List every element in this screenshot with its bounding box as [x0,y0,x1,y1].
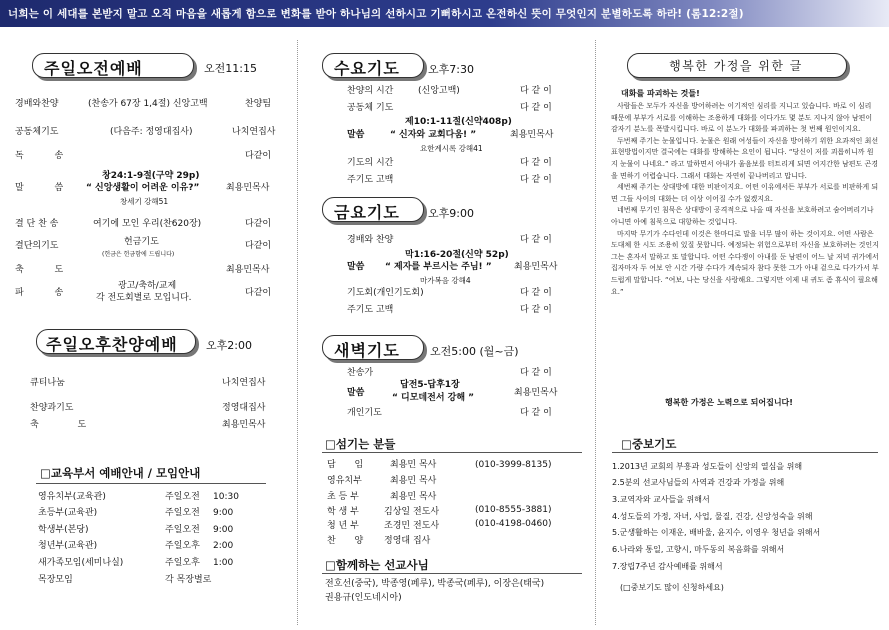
essay-paragraph: 사람들은 모두가 자신을 방어하려는 이기적인 심리를 지니고 있습니다. 바로 이 심리 때문에 부부가 서로를 이해하는 조용하게 대화를 이다가도 몇 분도 지나지 않아 남편이 감자기 분노를 폭발시킵니다. 바로 이 분노가 대화를 파괴하는 첫 번째 원인이지요. [611,102,873,134]
sermon-title: “ 디모데전서 강해 ” [392,393,475,403]
dept-hour: 2:00 [213,541,234,551]
servant-phone: (010-3999-8135) [475,460,552,470]
sermon-title: “ 신자와 교회다움! ” [390,130,477,140]
order-label: 큐티나눔 [30,378,65,388]
servant-name: 최용민 목사 [390,460,437,470]
order-content: (다음주: 정영대집사) [110,127,193,137]
dept-time: 주일오후 [165,558,200,568]
dept-name: 영유치부(교육관) [38,492,106,502]
order-label: 말씀 [347,262,365,272]
order-label: 축 도 [30,420,105,430]
prayer-item: 5.군생활하는 이재운, 배바울, 윤지수, 이영우 청년을 위해서 [612,528,821,537]
missionaries-line: 전호선(중국), 박종영(페루), 박종국(페루), 이장은(태국) [325,579,545,589]
order-label: 파 송 [15,288,78,298]
dept-name: 청년부(교육관) [38,541,98,551]
friday-title: 금요기도 [334,203,400,222]
order-leader: 최용민목사 [510,130,554,140]
sunday-morning-title: 주일오전예배 [44,59,143,78]
order-label: 경배와찬양 [15,99,59,109]
order-leader: 다같이 [245,219,272,229]
servant-role: 찬 양 [327,536,372,546]
sunday-morning-time: 오전11:15 [204,62,257,75]
order-label: 주기도 고백 [347,305,394,315]
servant-name: 정영대 집사 [384,536,431,546]
order-label: 말 씀 [15,183,78,193]
order-label: 축 도 [15,265,78,275]
sermon-series: 마가복음 강해4 [420,276,471,285]
order-leader: 최용민목사 [222,420,266,430]
servant-name: 최용민 목사 [390,492,437,502]
prayer-item: 3.교역자와 교사들을 위해서 [612,495,710,504]
dept-hour: 10:30 [213,492,239,502]
sunday-afternoon-time: 오후2:00 [206,339,252,352]
servant-role: 학 생 부 [327,507,359,517]
missionaries-underline [322,573,582,574]
family-essay [611,101,879,298]
order-label: 찬송가 [347,368,374,378]
order-leader: 다같이 [245,288,272,298]
order-leader: 나치연집사 [222,378,266,388]
order-leader: 다 같 이 [520,86,552,96]
order-label: 공동체기도 [15,127,59,137]
wednesday-title: 수요기도 [334,59,400,78]
order-leader: 다 같 이 [520,235,552,245]
prayer-item: 2.5분의 선교사님들의 사역과 건강과 가정을 위해 [612,478,785,487]
order-leader: 다 같 이 [520,288,552,298]
order-leader: 다같이 [245,151,272,161]
friday-time: 오후9:00 [428,207,474,220]
order-leader: 찬양팀 [245,99,272,109]
dept-name: 목장모임 [38,575,73,585]
servant-role: 영유치부 [327,476,362,486]
prayer-item: 6.나라와 통일, 고향시, 마두동의 복음화를 위해서 [612,545,785,554]
servant-phone: (010-4198-0460) [475,519,552,529]
dept-time: 주일오후 [165,541,200,551]
servant-name: 김상일 전도사 [384,507,440,517]
servants-title: □섬기는 분들 [325,437,396,451]
order-leader: 다 같 이 [520,368,552,378]
sermon-series: 요한계시록 강해41 [420,144,483,153]
column-divider-right [595,40,596,625]
essay-paragraph: 두번째 주기는 눈물입니다. 눈물은 원래 여성들이 자신을 방어하기 위한 요과적인 최선 표현방법이지만 결국에는 대화를 방해하는 요인이 됩니다. “당신이 저를 괴롭히니까 원지 눈물이 나네요.” 라고 말하면서 아내가 울음보를 터트리게 되면 어지간한 남편도 곤경을 면하기 어렵습니다. 그래서 대화는 자연히 끝나버리고 맙니다. [611,136,879,180]
order-label: 기도회(개인기도회) [347,288,424,298]
essay-paragraph: 마지막 무기가 수다인데 이것은 한마디로 말을 너무 많이 하는 것이지요. 어떤 사람은 도대체 한 시도 조용히 있질 못합니다. 예정되는 위험으로부터 자신을 보호하려는 것인지 그는 혼자서 말하고 또 말합니다. 어떤 수다쟁이 아내를 둔 남편이 어느 날 저녁 귀가에서 집자마자 두 여보 안 시간 가량 수다가 계속되자 참다 못한 그가 아내 겉으로 다가가서 부드럽게 말합니다. “여보, 나는 당신을 사랑해요. 그렇지만 이제 내 귀도 좀 휴식이 필요해요.” [611,229,879,296]
order-content: 광고/축하/교제 [118,281,177,291]
education-title: □교육부서 예배안내 / 모임안내 [40,466,201,480]
family-closing: 행복한 가정은 노력으로 되어집니다! [665,398,793,407]
dawn-time: 오전5:00 (월~금) [430,345,519,358]
sermon-title: “ 제자를 부르시는 주님! ” [385,262,492,272]
order-content: (찬송가 67장 1,4절) 신앙고백 [88,99,208,109]
family-heading: 대화를 파괴하는 것들! [621,89,700,98]
column-divider-left [297,40,298,625]
sermon-series: 창세기 강해51 [120,197,169,206]
sermon-title: “ 신앙생활이 어려운 이유?” [86,183,200,193]
missionaries-line: 권용규(인도네시아) [325,593,402,603]
sermon-scripture: 창24:1-9절(구약 29p) [102,171,200,181]
order-content: (신앙고백) [418,86,460,96]
dept-hour: 9:00 [213,525,234,535]
order-content: 각 전도회별로 모입니다. [96,293,192,303]
prayer-item: 7.장립7주년 감사예배를 위해서 [612,562,723,571]
dept-hour: 1:00 [213,558,234,568]
order-leader: 다 같 이 [520,408,552,418]
prayer-item: 1.2013년 교회의 부흥과 성도들이 신앙의 열심을 위해 [612,462,803,471]
missionaries-title: □함께하는 선교사님 [325,558,429,572]
family-title: 행복한 가정을 위한 글 [669,59,803,73]
order-leader: 최용민목사 [226,265,270,275]
dept-time: 주일오전 [165,508,200,518]
order-leader: 다 같 이 [520,158,552,168]
dept-name: 초등부(교육관) [38,508,98,518]
dept-time: 주일오전 [165,492,200,502]
order-label: 찬양의 시간 [347,86,394,96]
order-label: 말씀 [347,130,365,140]
dept-time: 주일오전 [165,525,200,535]
order-label: 결단의기도 [15,241,59,251]
sermon-scripture: 제10:1-11절(신약408p) [405,117,512,127]
order-leader: 최용민목사 [514,388,558,398]
order-content: 여기에 모인 우리(찬620장) [93,219,202,229]
order-label: 결 단 찬 송 [15,219,59,229]
essay-paragraph: 네번째 무기인 침묵은 상대방이 공격적으로 나올 때 자신을 보호하려고 숨어버리기나 아니면 아예 침묵으로 대항하는 것입니다. [611,206,874,226]
order-leader: 다같이 [245,241,272,251]
order-leader: 정영대집사 [222,403,266,413]
sermon-scripture: 답전5-답후1장 [400,380,460,390]
servant-name: 조경민 전도사 [384,521,440,531]
servant-role: 초 등 부 [327,492,359,502]
dept-name: 학생부(본당) [38,525,89,535]
sunday-afternoon-title: 주일오후찬양예배 [46,335,178,354]
prayer-underline [612,452,878,453]
order-label: 찬양과기도 [30,403,74,413]
top-banner [0,0,889,27]
servant-role: 담 임 [327,460,372,470]
education-underline [36,483,266,484]
prayer-title: □중보기도 [621,437,677,451]
order-label: 주기도 고백 [347,175,394,185]
order-leader: 다 같 이 [520,103,552,113]
order-leader: 최용민목사 [226,183,270,193]
servant-phone: (010-8555-3881) [475,505,552,515]
order-content-note: (헌금은 헌금함에 드립니다) [102,251,175,258]
order-label: 공동체 기도 [347,103,394,113]
top-banner-verse: 너희는 이 세대를 본받지 말고 오직 마음을 새롭게 함으로 변화를 받아 하나님의 선하시고 기뻐하시고 온전하신 뜻이 무엇인지 분별하도록 하라! (롬12:2절) [8,8,744,20]
order-label: 경배와 찬양 [347,235,394,245]
servants-underline [322,452,582,453]
essay-paragraph: 세번째 주기는 상대방에 대한 비판이지요. 어떤 이유에서든 부부가 서로를 비판하게 되면 그들 사이의 대화는 더 이상 이어질 수가 없겠지요. [611,183,879,203]
dept-name: 새가족모임(세미나실) [38,558,124,568]
sermon-scripture: 막1:16-20절(신약 52p) [405,250,509,260]
order-leader: 다 같 이 [520,305,552,315]
order-content: 헌금기도 [124,237,159,247]
dawn-title: 새벽기도 [334,341,400,360]
order-leader: 다 같 이 [520,175,552,185]
order-label: 기도의 시간 [347,158,394,168]
wednesday-time: 오후7:30 [428,63,474,76]
order-label: 말씀 [347,388,365,398]
order-leader: 최용민목사 [514,262,558,272]
servant-role: 청 년 부 [327,521,359,531]
prayer-note: (□중보기도 많이 신청하세요) [620,583,724,592]
order-leader: 나치연집사 [232,127,276,137]
dept-time: 각 목장별로 [165,575,212,585]
servant-name: 최용민 목사 [390,476,437,486]
dept-hour: 9:00 [213,508,234,518]
order-label: 개인기도 [347,408,382,418]
prayer-item: 4.성도들의 가정, 자녀, 사업, 물질, 건강, 신앙성숙을 위해 [612,512,813,521]
order-label: 독 송 [15,151,78,161]
